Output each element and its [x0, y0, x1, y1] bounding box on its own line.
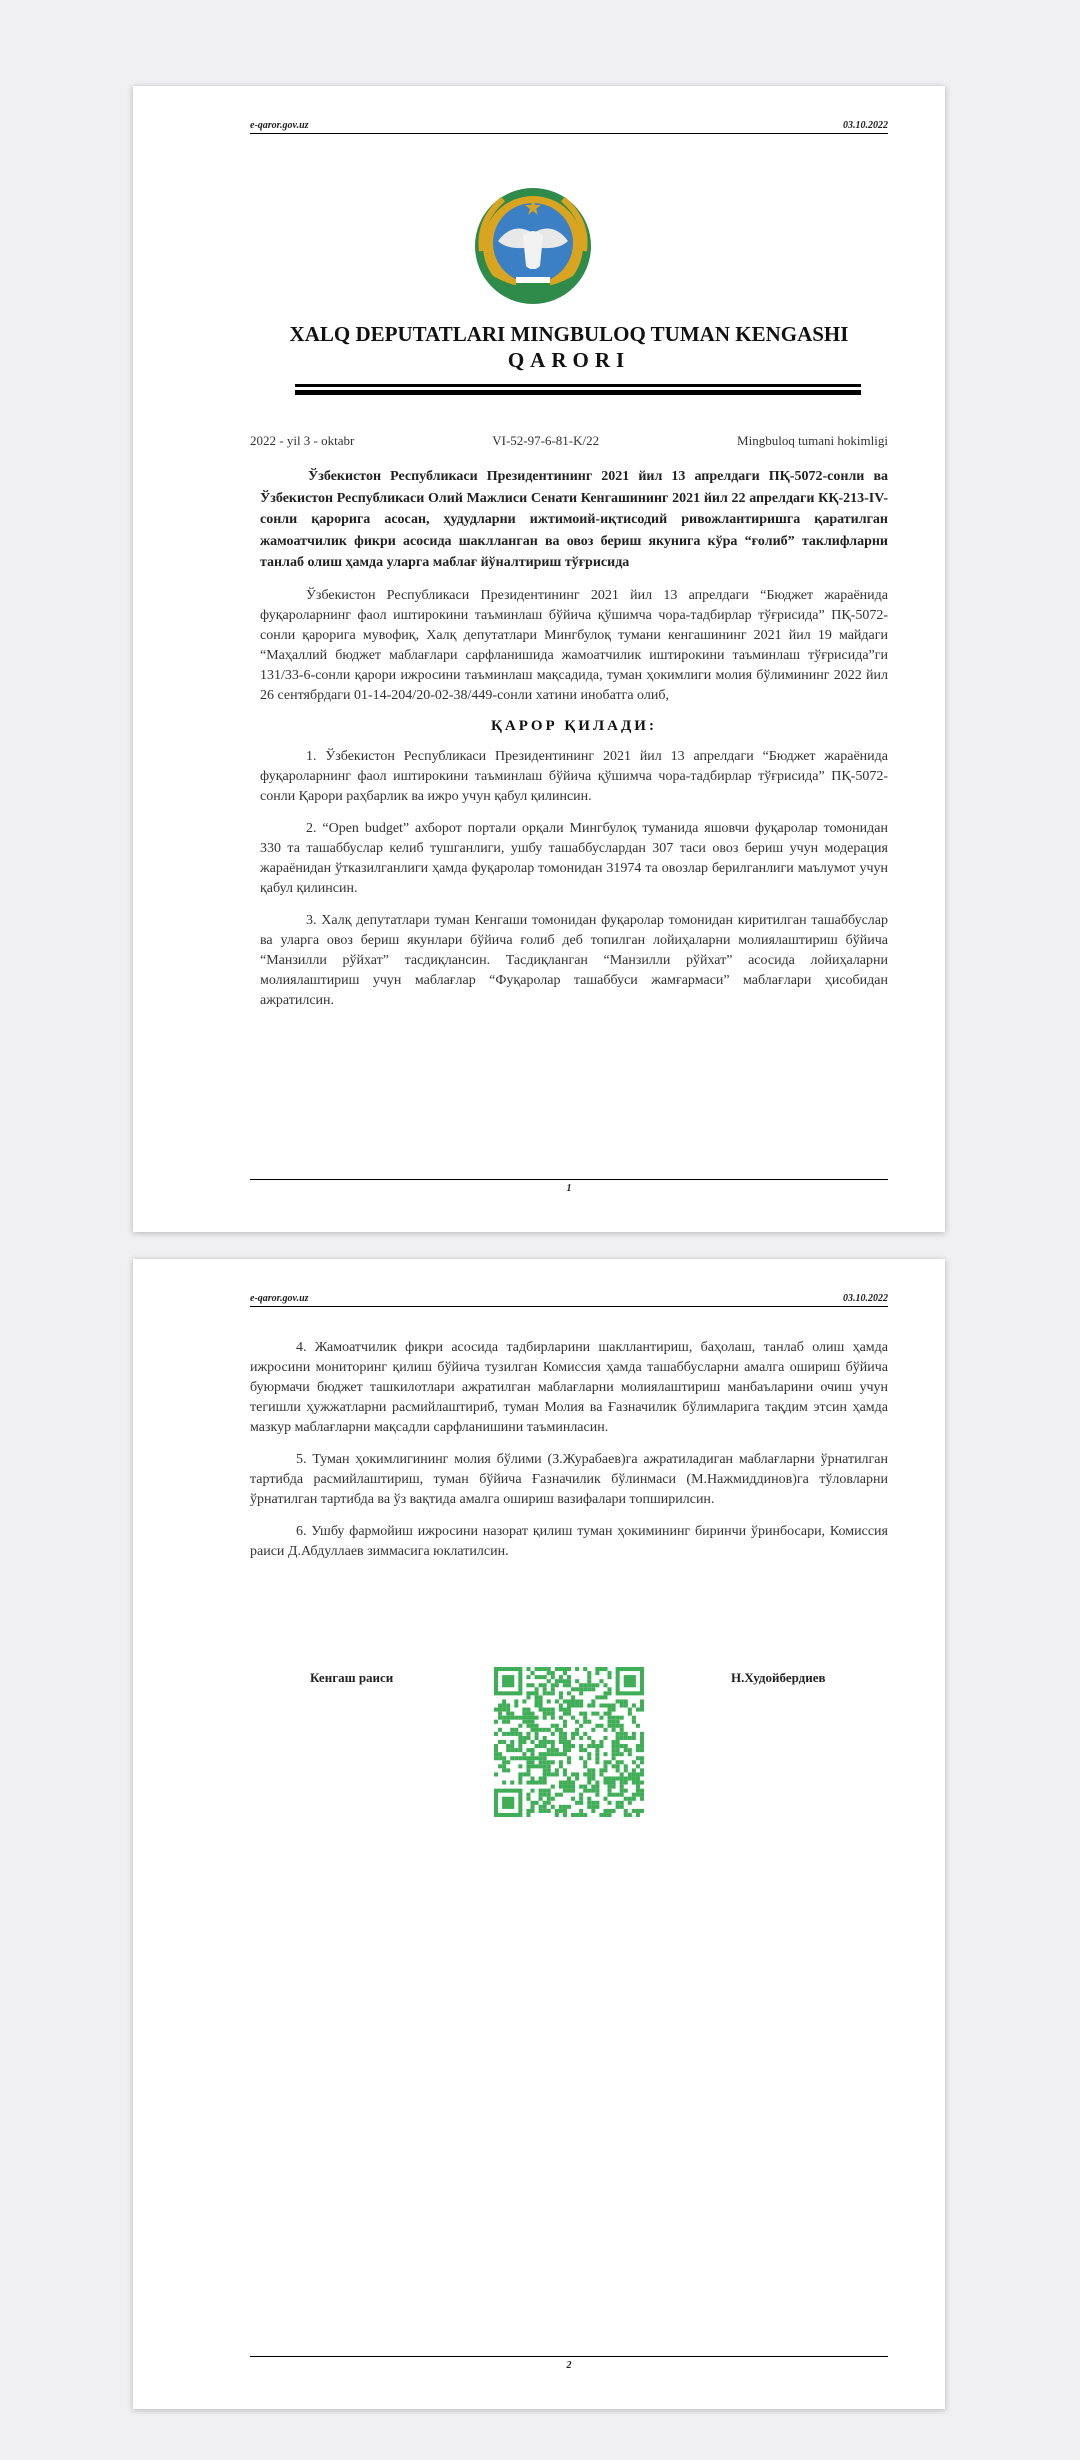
page-footer [250, 1179, 888, 1194]
state-emblem-icon [468, 181, 598, 311]
header-date: 03.10.2022 [843, 1293, 888, 1304]
document-type: QARORI [507, 348, 631, 372]
page-number: 1 [566, 1183, 572, 1194]
signatory-name: Н.Худойбердиев [731, 1670, 826, 1685]
document-date: 2022 - yil 3 - oktabr [250, 433, 355, 448]
decision-item-5: 5. Туман ҳокимлигининг молия бўлими (З.Журабаев)га ажратиладиган маблағларни ўрнатилган тартибда расмийлаштириш, туман бўйича Ғазначилик бўлинмаси (М.Нажмиддинов)га тўловларни ўрнатилган тартибда ва ўз вақтида амалга ошириш вазифалари топширилсин. [250, 1452, 888, 1507]
divider-thin [295, 384, 861, 387]
header-site: e-qaror.gov.uz [250, 1293, 309, 1304]
issuing-body-title [250, 321, 888, 373]
document-meta [250, 433, 888, 449]
page-header [250, 120, 888, 134]
signatory-title: Кенгаш раиси [310, 1670, 394, 1685]
decision-item-1: 1. Ўзбекистон Республикаси Президентининг 2021 йил 13 апрелдаги “Бюджет жараёнида фуқароларнинг фаол иштирокини таъминлаш бўйича қўшимча чора-тадбирлар тўғрисида” ПҚ-5072-сонли Қарори раҳбарлик ва ижро учун қабул қилинсин. [260, 748, 888, 804]
divider-thick [295, 390, 861, 395]
page-header [250, 1293, 888, 1307]
document-body [250, 1338, 888, 1574]
decides-heading: ҚАРОР ҚИЛАДИ: [491, 717, 657, 734]
org-name: XALQ DEPUTATLARI MINGBULOQ TUMAN KENGASHI [289, 322, 849, 346]
document-page-1 [133, 86, 945, 1232]
decision-item-2: 2. “Open budget” ахборот портали орқали Мингбулоқ туманида яшовчи фуқаролар томонидан 330 та ташаббуслар келиб тушганлиги, ушбу ташаббуслардан 307 таси овоз бериш учун модерация жараёнидан ўтказилганлиги ҳамда фуқаролар томонидан 31974 та овозлар берилганлиги маълумот учун қабул қилинсин. [260, 820, 888, 896]
page-footer [250, 2356, 888, 2371]
decision-item-3: 3. Халқ депутатлари туман Кенгаши томонидан фуқаролар томонидан киритилган ташаббуслар ва уларга овоз бериш якунлари бўйича ғолиб деб топилган лойиҳаларни молиялаштириш бўйича “Манзилли рўйхат” тасдиқлансин. Тасдиқланган “Манзилли рўйхат” асосида лойиҳаларни молиялаштириш учун маблағлар “Фуқаролар ташаббуси жамғармаси” маблағлари ҳисобидан ажратилсин. [260, 912, 888, 1008]
decision-item-6: 6. Ушбу фармойиш ижросини назорат қилиш туман ҳокимининг биринчи ўринбосари, Комиссия раиси Д.Абдуллаев зиммасига юклатилсин. [250, 1524, 888, 1559]
page-number: 2 [566, 2360, 572, 2371]
header-date: 03.10.2022 [843, 120, 888, 131]
preamble: Ўзбекистон Республикаси Президентининг 2021 йил 13 апрелдаги “Бюджет жараёнида фуқароларнинг фаол иштирокини таъминлаш бўйича қўшимча чора-тадбирлар тўғрисида” ПҚ-5072-сонли қарорига мувофиқ, Халқ депутатлари Мингбулоқ тумани кенгашининг 2021 йил 19 майдаги “Маҳаллий бюджет маблағлари сарфланишида жамоатчилик иштирокини таъминлаш тўғрисида”ги 131/33-6-сонли қарори ижросини таъминлаш мақсадида, туман ҳокимлиги молия бўлимининг 2022 йил 26 сентябрдаги 01-14-204/20-02-38/449-сонли хатини инобатга олиб, [260, 587, 888, 703]
document-page-2 [133, 1259, 945, 2409]
document-body [260, 466, 888, 1023]
decision-item-4: 4. Жамоатчилик фикри асосида тадбирларини шакллантириш, баҳолаш, танлаб олиш ҳамда ижросини мониторинг қилиш бўйича тузилган Комиссия ҳамда ташаббусларни амалга ошириш бўйича буюрмачи бюджет ташкилотлари ажратилган маблағларни молиялаштириш манбаъларини очиш учун тегишли ҳужжатларни расмийлаштириб, туман Молия ва Ғазначилик бўлимларига тақдим этсин ҳамда мазкур маблағларни мақсадли сарфланишини таъминласин. [250, 1340, 888, 1435]
document-title: Ўзбекистон Республикаси Президентининг 2021 йил 13 апрелдаги ПҚ-5072-сонли ва Ўзбекистон Республикаси Олий Мажлиси Сенати Кенгашининг 2021 йил 22 апрелдаги КҚ-213-IV-сонли қарорига асосан, ҳудудларни ижтимоий-иқтисодий ривожлантиришга қаратилган жамоатчилик фикри асосида шаклланган ва овоз бериш якунига кўра “ғолиб” таклифларни танлаб олиш ҳамда уларга маблағ йўналтириш тўғрисида [260, 469, 888, 570]
qr-code-icon [494, 1667, 644, 1817]
header-site: e-qaror.gov.uz [250, 120, 309, 131]
document-number: VI-52-97-6-81-K/22 [492, 433, 600, 448]
document-place: Mingbuloq tumani hokimligi [737, 433, 888, 448]
